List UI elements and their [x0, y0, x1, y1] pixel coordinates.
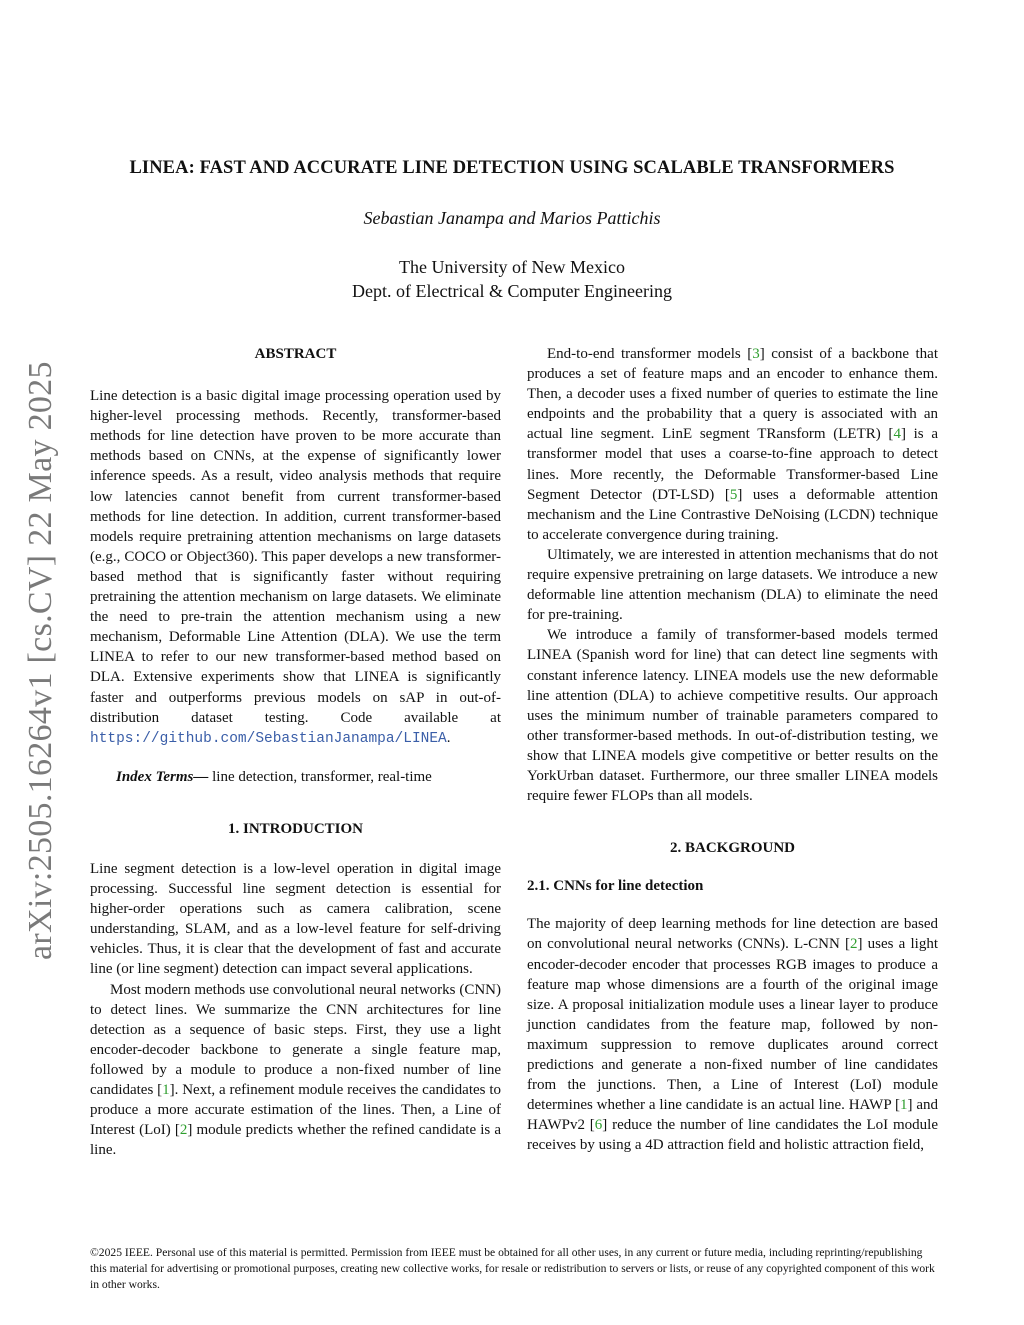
- paper-title: LINEA: FAST AND ACCURATE LINE DETECTION USING SCALABLE TRANSFORMERS: [129, 158, 895, 178]
- right-p4-part-c: ] and HAWPv2 [: [527, 1097, 938, 1134]
- citation-link[interactable]: 6: [594, 1117, 603, 1134]
- right-p1-part-a: End-to-end transformer models [: [547, 346, 753, 362]
- right-p1-part-b: ] consist of a backbone that produces a set of feature maps and an encoder to enhance them. Then, a decoder uses a fixed number of queries to estimate the line endpoints and the probability that a query is associated with an actual line segment. LinE segment TRansform (LETR) [: [527, 346, 938, 443]
- abstract-body: [90, 386, 501, 749]
- abstract-heading: ABSTRACT: [254, 346, 337, 362]
- intro-paragraph-1: Line segment detection is a low-level operation in digital image processing. Successful line segment detection is essential for higher-order operations such as camera calibration, scene understanding, SLAM, and as a low-level feature for self-driving vehicles. Thus, it is clear that the development of fast and accurate line (or line segment) detection can impact several applications.: [90, 860, 501, 978]
- affiliation: [0, 255, 1024, 303]
- right-paragraph-2: Ultimately, we are interested in attention mechanisms that do not require expensive pretraining on large datasets. We introduce a new deformable line attention mechanism (DLA) to eliminate the need for pre-training.: [527, 546, 938, 624]
- index-terms-text: line detection, transformer, real-time: [208, 768, 432, 785]
- intro-heading: 1. INTRODUCTION: [227, 820, 363, 837]
- citation-link[interactable]: 3: [752, 346, 760, 362]
- left-column: [90, 344, 501, 1160]
- citation-link[interactable]: 1: [162, 1082, 170, 1098]
- intro-p2-part-a: Most modern methods use convolutional neural networks (CNN) to detect lines. We summarize the CNN architectures for line detection as a sequence of basic steps. First, they use a light encoder-decoder backbone to generate a single feature map, followed by a module to produce a non-fixed number of line candidates [: [90, 981, 501, 1098]
- index-terms-label: Index Terms—: [116, 768, 209, 785]
- abstract-text: Line detection is a basic digital image processing operation used by higher-level processing methods. Recently, transformer-based methods for line detection have proven to be more accurate than methods based on CNNs, at the expense of significantly lower inference speeds. As a result, video analysis methods that require low latencies cannot benefit from current transformer-based methods for line detection. In addition, current transformer-based models require pretraining attention mechanisms on large datasets (e.g., COCO or Object360). This paper develops a new transformer-based method that is significantly faster without requiring pretraining the attention mechanism on large datasets. We eliminate the need to pre-train the attention mechanism using a new mechanism, Deformable Line Attention (DLA). We use the term LINEA to refer to our new transformer-based method based on DLA. Extensive experiments show that LINEA is significantly faster and outperforms previous models on sAP in out-of-distribution dataset testing. Code available at: [90, 388, 501, 726]
- paper-authors: Sebastian Janampa and Marios Pattichis: [363, 208, 661, 228]
- intro-paragraph-2: [90, 980, 501, 1161]
- copyright-footer: ©2025 IEEE. Personal use of this material is permitted. Permission from IEEE must be obtained for all other uses, in any current or future media, including reprinting/republishing this material for advertising or promotional purposes, creating new collective works, for resale or redistribution to servers or lists, or reuse of any copyrighted component of this work in other works.: [90, 1246, 935, 1291]
- right-p4-part-d: ] reduce the number of line candidates the LoI module receives by using a 4D attraction field and holistic attraction field,: [527, 1117, 938, 1154]
- intro-p2-part-c: ] module predicts whether the refined candidate is a line.: [90, 1122, 501, 1159]
- right-paragraph-3: We introduce a family of transformer-based models termed LINEA (Spanish word for line) that can detect line segments with constant inference latency. LINEA models use the new deformable line attention (DLA) to achieve competitive results. Our approach uses the minimum number of trainable parameters compared to other transformer-based methods. In out-of-distribution testing, we show that LINEA models give competitive or better results on the YorkUrban dataset. Furthermore, our three smaller LINEA models require fewer FLOPs than all models.: [527, 627, 938, 805]
- right-p1-part-c: ] is a transformer model that uses a coarse-to-fine approach to detect lines. More recently, the Deformable Transformer-based Line Segment Detector (DT-LSD) [: [527, 426, 938, 503]
- citation-link[interactable]: 2: [850, 936, 858, 953]
- background-heading: 2. BACKGROUND: [669, 840, 795, 857]
- citation-link[interactable]: 4: [893, 426, 901, 443]
- index-terms: [90, 767, 501, 787]
- right-column: [527, 344, 938, 1155]
- arxiv-stamp: arXiv:2505.16264v1 [cs.CV] 22 May 2025: [22, 361, 59, 960]
- intro-p2-part-b: ]. Next, a refinement module receives the candidates to produce a more accurate estimation of the lines. Then, a Line of Interest (LoI) [: [90, 1082, 501, 1139]
- citation-link[interactable]: 2: [179, 1122, 188, 1139]
- right-p4-part-a: The majority of deep learning methods for line detection are based on convolutional neural networks (CNNs). L-CNN [: [527, 916, 938, 953]
- citation-link[interactable]: 5: [729, 486, 738, 503]
- subsection-heading: 2.1. CNNs for line detection: [527, 878, 704, 895]
- citation-link[interactable]: 1: [899, 1097, 908, 1114]
- affiliation-line-2: Dept. of Electrical & Computer Engineering: [352, 281, 672, 301]
- right-p1-part-d: ] uses a deformable attention mechanism and the Line Contrastive DeNoising (LCDN) technique to accelerate convergence during training.: [527, 486, 938, 543]
- right-paragraph-1: [527, 344, 938, 545]
- right-p4-part-b: ] uses a light encoder-decoder encoder that processes RGB images to produce a feature map whose dimensions are a fourth of the original image size. A proposal initialization module uses a linear layer to produce junction candidates from the feature map, followed by non-maximum suppression to remove duplicates around correct predictions and generate a non-fixed number of line candidates from the junctions. Then, a Line of Interest (LoI) module determines whether a line candidate is an actual line. HAWP [: [527, 936, 938, 1114]
- affiliation-line-1: The University of New Mexico: [399, 257, 625, 277]
- right-paragraph-4: [527, 914, 938, 1155]
- code-link[interactable]: https://github.com/SebastianJanampa/LINEA: [90, 730, 447, 747]
- abstract-end: .: [446, 729, 451, 746]
